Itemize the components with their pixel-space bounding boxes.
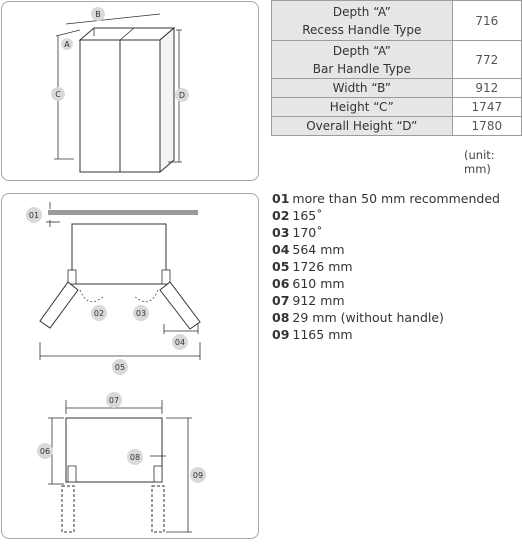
list-item: 01 more than 50 mm recommended [272, 191, 500, 206]
table-row [272, 1, 522, 41]
row-label-line2: Bar Handle Type [312, 61, 411, 76]
table-row [272, 41, 522, 79]
badge-08-label: 08 [129, 453, 141, 462]
fridge-perspective-illustration [2, 2, 260, 182]
wall-bar [48, 210, 198, 215]
left-door-open [40, 282, 78, 328]
row-label-line2: Recess Handle Type [302, 22, 422, 37]
table-row [272, 79, 522, 98]
badge-01-label: 01 [28, 211, 40, 220]
badge-02-label: 02 [93, 309, 105, 318]
row-label-line1: Depth “A” [332, 4, 391, 19]
right-door-swing-arc [134, 290, 158, 302]
list-item: 06 610 mm [272, 276, 345, 291]
badge-03-label: 03 [135, 309, 147, 318]
table-row [272, 98, 522, 117]
badge-05-label: 05 [114, 363, 126, 372]
right-door-open [160, 282, 200, 329]
list-item: 05 1726 mm [272, 259, 353, 274]
fridge-top-view-body [72, 224, 166, 284]
row-label-line1: Depth “A” [332, 43, 391, 58]
right-door-90 [152, 486, 164, 532]
row-value: 1780 [452, 117, 521, 136]
badge-04-label: 04 [174, 338, 186, 347]
clearance-diagram-panel [1, 193, 259, 539]
dimensions-diagram-panel [1, 1, 259, 181]
badge-b-label: B [95, 10, 101, 19]
fridge-top-view-body-2 [66, 418, 162, 482]
badge-06-label: 06 [39, 447, 51, 456]
list-item: 07 912 mm [272, 293, 345, 308]
table-row [272, 117, 522, 136]
badge-09-label: 09 [192, 471, 204, 480]
clearance-illustration [2, 194, 260, 540]
row-value: 1747 [452, 98, 521, 117]
badge-a-label: A [64, 40, 70, 49]
list-item: 04 564 mm [272, 242, 345, 257]
badge-d-label: D [178, 91, 186, 100]
list-item: 09 1165 mm [272, 327, 353, 342]
fridge-side-face [160, 28, 174, 172]
badge-07-label: 07 [108, 396, 120, 405]
row-label: Height “C” [272, 98, 453, 117]
row-value: 716 [452, 1, 521, 41]
left-door-90 [62, 486, 74, 532]
clearance-notes-list [272, 190, 500, 343]
badge-c-label: C [55, 90, 61, 99]
row-value: 912 [452, 79, 521, 98]
row-label: Width “B” [272, 79, 453, 98]
depth-a-dimension-line [56, 30, 80, 36]
unit-note: (unit: mm) [464, 148, 495, 176]
row-value: 772 [452, 41, 521, 79]
list-item: 03 170˚ [272, 225, 323, 240]
dimensions-table [271, 0, 522, 136]
row-label: Overall Height “D” [272, 117, 453, 136]
list-item: 02 165˚ [272, 208, 323, 223]
list-item: 08 29 mm (without handle) [272, 310, 444, 325]
left-door-swing-arc [80, 290, 104, 302]
width-b-dimension-line [66, 14, 160, 24]
